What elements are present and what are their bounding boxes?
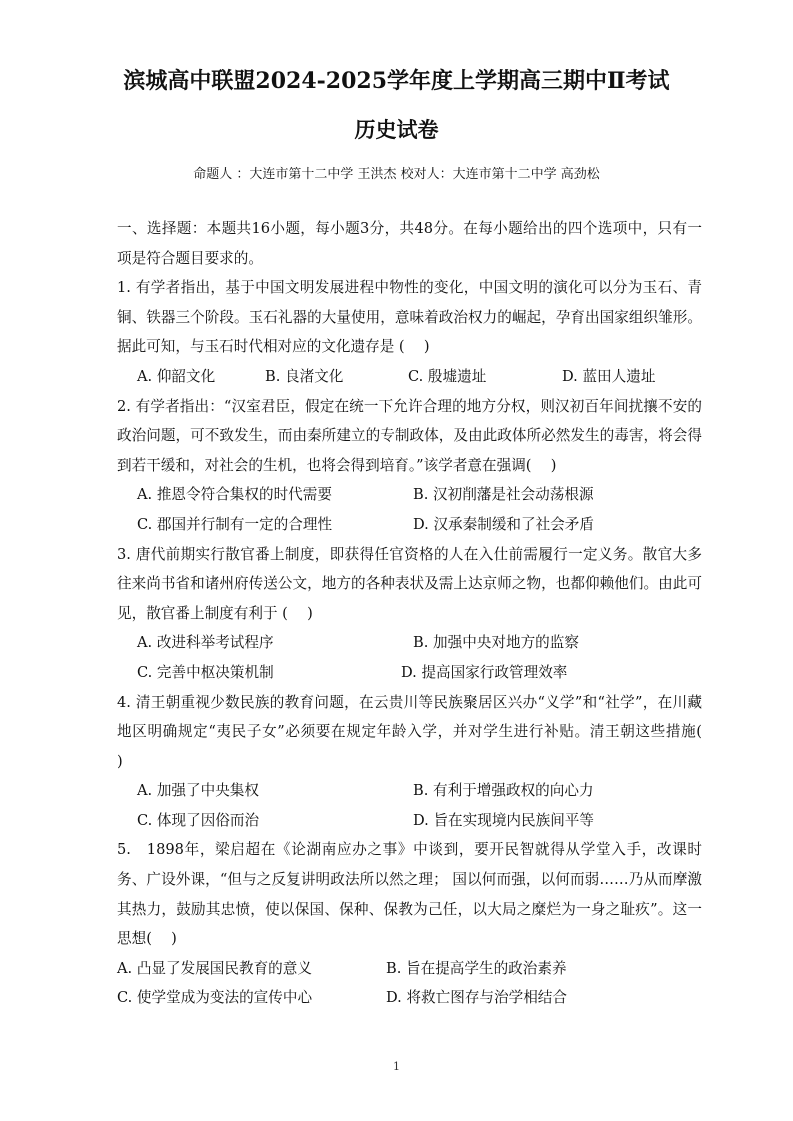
question-options-row <box>117 628 702 658</box>
question-1 <box>117 273 702 391</box>
question-stem: 5. 1898年，梁启超在《论湖南应办之事》中谈到，要开民智就得从学堂入手，改课时务、广设外课，“但与之反复讲明政法所以然之理； 国以何而强，以何而弱……乃从而摩激其热力，鼓励其忠愤，使以保国、保种、保教为己任，以大局之糜烂为一身之耻疚”。这一思想( ) <box>117 841 702 948</box>
option-b: B. 良渚文化 <box>265 367 344 385</box>
option-a: A. 改进科举考试程序 <box>137 634 274 652</box>
question-stem: 2. 有学者指出：“汉室君臣，假定在统一下允许合理的地方分权，则汉初百年间扰攘不安的政治问题，可不致发生，而由秦所建立的专制政体，及由此政体所必然发生的毒害，将会得到若干缓和，对社会的生机，也将会得到培育。”该学者意在强调( ) <box>117 397 702 474</box>
option-b: B. 旨在提高学生的政治素养 <box>386 959 567 977</box>
option-c: C. 完善中枢决策机制 <box>137 663 274 681</box>
question-stem: 1. 有学者指出，基于中国文明发展进程中物性的变化，中国文明的演化可以分为玉石、青铜、铁器三个阶段。玉石礼器的大量使用，意味着政治权力的崛起，孕育出国家组织雏形。据此可知，与玉石时代相对应的文化遗存是 ( ) <box>117 279 702 356</box>
option-b: B. 有利于增强政权的向心力 <box>413 782 594 800</box>
option-c: C. 体现了因俗而治 <box>137 811 260 829</box>
question-3 <box>117 540 702 688</box>
exam-body <box>117 214 722 1013</box>
option-d: D. 蓝田人遗址 <box>562 367 656 385</box>
option-d: D. 汉承秦制缓和了社会矛盾 <box>413 515 594 533</box>
question-stem: 4. 清王朝重视少数民族的教育问题，在云贵川等民族聚居区兴办“义学”和“社学”，在川藏地区明确规定“夷民子女”必须要在规定年龄入学，并对学生进行补贴。清王朝这些措施( ) <box>117 693 722 770</box>
option-a: A. 加强了中央集权 <box>137 782 259 800</box>
question-options-row <box>117 658 702 688</box>
question-options <box>117 362 702 392</box>
question-5 <box>117 835 702 1013</box>
question-options-row <box>117 776 702 806</box>
page-number: 1 <box>393 1060 400 1073</box>
question-options-row <box>117 806 702 836</box>
question-2 <box>117 392 702 540</box>
section-intro: 一、选择题：本题共16小题，每小题3分，共48分。在每小题给出的四个选项中，只有一项是符合题目要求的。 <box>117 220 702 267</box>
option-a: A. 仰韶文化 <box>137 367 216 385</box>
option-c: C. 郡国并行制有一定的合理性 <box>137 515 333 533</box>
exam-title: 滨城高中联盟2024-2025学年度上学期高三期中Ⅱ考试 <box>123 68 670 94</box>
option-d: D. 提高国家行政管理效率 <box>401 663 568 681</box>
exam-subtitle: 历史试卷 <box>354 117 439 142</box>
question-4 <box>117 688 722 836</box>
option-a: A. 推恩令符合集权的时代需要 <box>137 486 332 504</box>
authors-line: 命题人 ：大连市第十二中学 王洪杰 校对人：大连市第十二中学 高劲松 <box>193 167 600 182</box>
option-a: A. 凸显了发展国民教育的意义 <box>117 959 312 977</box>
question-stem: 3. 唐代前期实行散官番上制度，即获得任官资格的人在入仕前需履行一定义务。散官大多往来尚书省和诸州府传送公文，地方的各种表状及需上达京师之物，也都仰赖他们。由此可见，散官番上制度有利于 ( ) <box>117 545 702 622</box>
option-d: D. 将救亡图存与治学相结合 <box>386 989 567 1007</box>
option-b: B. 加强中央对地方的监察 <box>413 634 579 652</box>
option-b: B. 汉初削藩是社会动荡根源 <box>413 486 594 504</box>
option-d: D. 旨在实现境内民族间平等 <box>413 811 594 829</box>
question-options-row <box>117 983 702 1013</box>
question-options-row <box>117 510 702 540</box>
option-c: C. 殷墟遗址 <box>408 367 487 385</box>
question-options-row <box>117 954 702 984</box>
option-c: C. 使学堂成为变法的宣传中心 <box>117 989 313 1007</box>
question-options-row <box>117 480 702 510</box>
